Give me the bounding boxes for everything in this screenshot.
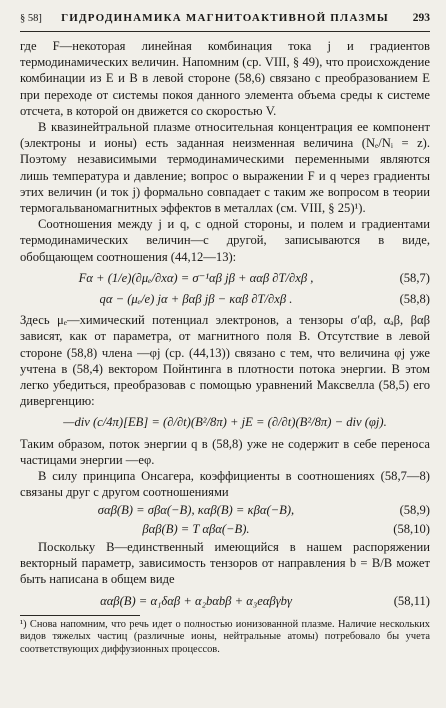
equation-number: (58,10) xyxy=(393,521,430,536)
main-text xyxy=(20,38,430,609)
equation-number: (58,9) xyxy=(399,503,430,518)
footnote: ¹) Снова напомним, что речь идет о полностью ионизованной плазме. Наличие нескольких видов тяжелых частиц (различные ионы, нейтральные атомы) потребовало бы учета соответствующих диффузионных процессов. xyxy=(20,618,430,655)
paragraph-6: В силу принципа Онсагера, коэффициенты в соотношениях (58,7—8) связаны друг с другом соотношениями xyxy=(20,469,430,500)
equation-58-10 xyxy=(20,521,430,537)
equation-number: (58,8) xyxy=(399,292,430,307)
equation-number: (58,11) xyxy=(393,593,430,608)
header-rule xyxy=(20,31,430,32)
equation-formula: ααβ(B) = α₁δαβ + α₂bαbβ + α₃eαβγbγ xyxy=(100,593,292,608)
paragraph-3: Соотношения между j и q, с одной стороны, и полем и градиентами термодинамических величин—с другой, записываются в виде, обобщающем соотношения (44,12—13): xyxy=(20,217,430,264)
equation-58-8 xyxy=(20,291,430,307)
equation-number: (58,7) xyxy=(399,270,430,285)
paragraph-4: Здесь μₑ—химический потенциал электронов, а тензоры σ′αβ, αₐβ, βαβ зависят, как от параметра, от магнитного поля B. Отсутствие в левой стороне (58,8) члена —φj (ср. (44,13)) связано с тем, что величина φj уже учтена в (58,4) вектором Пойнтинга в плотности потока энергии. В этом легко убедиться, преобразовав с помощью уравнений Максвелла (58,5) его дивергенцию: xyxy=(20,313,430,409)
equation-divergence xyxy=(20,414,430,430)
running-header xyxy=(20,11,430,29)
chapter-title: ГИДРОДИНАМИКА МАГНИТОАКТИВНОЙ ПЛАЗМЫ xyxy=(61,12,389,24)
equation-58-11 xyxy=(20,593,430,609)
footnote-rule xyxy=(20,615,140,616)
page-number: 293 xyxy=(412,12,430,24)
equation-formula: qα − (μₑ/e) jα + βαβ jβ − καβ ∂T/∂xβ . xyxy=(99,292,293,307)
equation-formula: Fα + (1/e)(∂μₑ/∂xα) = σ⁻¹αβ jβ + ααβ ∂T/∂xβ , xyxy=(78,270,314,285)
section-ref: § 58] xyxy=(20,13,42,24)
paragraph-7: Поскольку B—единственный имеющийся в нашем распоряжении векторный параметр, зависимость тензоров от направления b = B/B может быть написана в общем виде xyxy=(20,539,430,587)
equation-formula: —div (c/4π)[EB] = (∂/∂t)(B²/8π) + jE = (∂/∂t)(B²/8π) − div (φj). xyxy=(63,415,387,430)
paragraph-2: В квазинейтральной плазме относительная концентрация ее компонент (электроны и ионы) есть заданная неизменная величина (Nₑ/Nᵢ = z). Поэтому независимыми термодинамическими переменными являются лишь температура и давление; вопрос о выражении F и q через градиенты этих величин (и ток j) формально совпадает с таким же вопросом в теории термогальваномагнитных эффектов в металлах (см. VIII, § 25)¹). xyxy=(20,120,430,216)
equation-58-7 xyxy=(20,270,430,286)
paragraph-1: где F—некоторая линейная комбинация тока j и градиентов термодинамических величин. Напомним (ср. VIII, § 49), что происхождение комбинации из E и B в левой стороне (58,6) связано с преобразованием E при переходе от системы покоя данного элемента объема среды к системе отсчета, в которой он движется со скоростью V. xyxy=(20,39,430,118)
paragraph-5: Таким образом, поток энергии q в (58,8) уже не содержит в себе переноса частицами энергии —eφ. xyxy=(20,436,430,467)
equation-formula: βαβ(B) = T αβα(−B). xyxy=(142,521,250,536)
equation-58-9 xyxy=(20,502,430,518)
equation-formula: σαβ(B) = σβα(−B), καβ(B) = κβα(−B), xyxy=(97,503,295,518)
